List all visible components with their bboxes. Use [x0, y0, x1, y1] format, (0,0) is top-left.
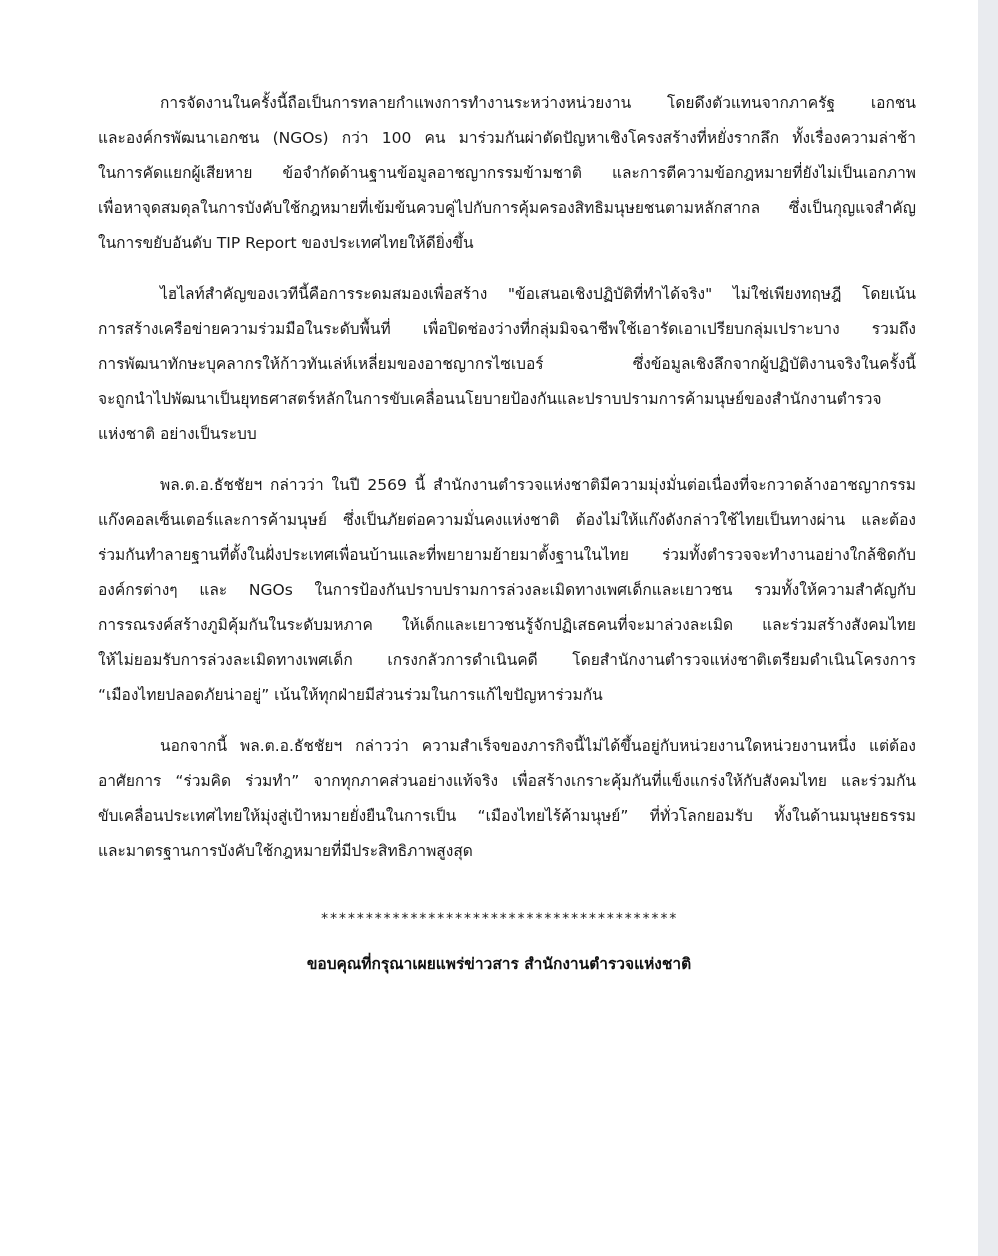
paragraph-line: แห่งชาติ อย่างเป็นระบบ — [98, 425, 257, 443]
paragraph-line: และมาตรฐานการบังคับใช้กฎหมายที่มีประสิทธิภาพสูงสุด — [98, 842, 473, 860]
paragraph-line: องค์กรต่างๆ และ NGOs ในการป้องกันปราบปรามการล่วงละเมิดทางเพศเด็กและเยาวชน รวมทั้งให้ความสำคัญกับ — [98, 581, 916, 599]
paragraph-line: และองค์กรพัฒนาเอกชน (NGOs) กว่า 100 คน มาร่วมกันผ่าตัดปัญหาเชิงโครงสร้างที่หยั่งรากลึก ทั้งเรื่องความล่าช้า — [98, 129, 916, 147]
paragraph-line: ในการขยับอันดับ TIP Report ของประเทศไทยให้ดียิ่งขึ้น — [98, 234, 474, 252]
paragraph-line: การพัฒนาทักษะบุคลากรให้ก้าวทันเล่ห์เหลี่ยมของอาชญากรไซเบอร์ ซึ่งข้อมูลเชิงลึกจากผู้ปฏิบัติงานจริงในครั้งนี้ — [98, 355, 916, 373]
paragraph-line: การจัดงานในครั้งนี้ถือเป็นการทลายกำแพงการทำงานระหว่างหน่วยงาน โดยดึงตัวแทนจากภาครัฐ เอกชน — [160, 94, 916, 112]
scrollbar-track[interactable] — [978, 0, 998, 1256]
paragraph-line: ในการคัดแยกผู้เสียหาย ข้อจำกัดด้านฐานข้อมูลอาชญากรรมข้ามชาติ และการตีความข้อกฎหมายที่ยังไม่เป็นเอกภาพ — [98, 164, 916, 182]
paragraph-4 — [98, 729, 916, 869]
paragraph-line: พล.ต.อ.ธัชชัยฯ กล่าวว่า ในปี 2569 นี้ สำนักงานตำรวจแห่งชาติมีความมุ่งมั่นต่อเนื่องที่จะกวาดล้างอาชญากรรม — [160, 476, 916, 494]
paragraph-line: ไฮไลท์สำคัญของเวทีนี้คือการระดมสมองเพื่อสร้าง "ข้อเสนอเชิงปฏิบัติที่ทำได้จริง" ไม่ใช่เพียงทฤษฎี โดยเน้น — [160, 285, 916, 303]
paragraph-line: ให้ไม่ยอมรับการล่วงละเมิดทางเพศเด็ก เกรงกลัวการดำเนินคดี โดยสำนักงานตำรวจแห่งชาติเตรียมดำเนินโครงการ — [98, 651, 916, 669]
paragraph-2 — [98, 277, 916, 452]
paragraph-line: การสร้างเครือข่ายความร่วมมือในระดับพื้นที่ เพื่อปิดช่องว่างที่กลุ่มมิจฉาชีพใช้เอารัดเอาเปรียบกลุ่มเปราะบาง รวมถึง — [98, 320, 916, 338]
paragraph-line: จะถูกนำไปพัฒนาเป็นยุทธศาสตร์หลักในการขับเคลื่อนนโยบายป้องกันและปราบปรามการค้ามนุษย์ของสำนักงานตำรวจ — [98, 390, 882, 408]
paragraph-line: “เมืองไทยปลอดภัยน่าอยู่” เน้นให้ทุกฝ่ายมีส่วนร่วมในการแก้ไขปัญหาร่วมกัน — [98, 686, 603, 704]
paragraph-1 — [98, 86, 916, 261]
document-body — [98, 86, 916, 885]
paragraph-3 — [98, 468, 916, 713]
paragraph-line: เพื่อหาจุดสมดุลในการบังคับใช้กฎหมายที่เข้มข้นควบคู่ไปกับการคุ้มครองสิทธิมนุษยชนตามหลักสากล ซึ่งเป็นกุญแจสำคัญ — [98, 199, 916, 217]
paragraph-line: ร่วมกันทำลายฐานที่ตั้งในฝั่งประเทศเพื่อนบ้านและที่พยายามย้ายมาตั้งฐานในไทย ร่วมทั้งตำรวจจะทำงานอย่างใกล้ชิดกับ — [98, 546, 916, 564]
paragraph-line: แก๊งคอลเซ็นเตอร์และการค้ามนุษย์ ซึ่งเป็นภัยต่อความมั่นคงแห่งชาติ ต้องไม่ให้แก๊งดังกล่าวใช้ไทยเป็นทางผ่าน และต้อง — [98, 511, 916, 529]
thanks-footer: ขอบคุณที่กรุณาเผยแพร่ข่าวสาร สำนักงานตำรวจแห่งชาติ — [306, 955, 692, 973]
paragraph-line: การรณรงค์สร้างภูมิคุ้มกันในระดับมหภาค ให้เด็กและเยาวชนรู้จักปฏิเสธคนที่จะมาล่วงละเมิด และร่วมสร้างสังคมไทย — [98, 616, 916, 634]
paragraph-line: นอกจากนี้ พล.ต.อ.ธัชชัยฯ กล่าวว่า ความสำเร็จของภารกิจนี้ไม่ได้ขึ้นอยู่กับหน่วยงานใดหน่วยงานหนึ่ง แต่ต้อง — [160, 737, 916, 755]
paragraph-line: อาศัยการ “ร่วมคิด ร่วมทำ” จากทุกภาคส่วนอย่างแท้จริง เพื่อสร้างเกราะคุ้มกันที่แข็งแกร่งให้กับสังคมไทย และร่วมกัน — [98, 772, 916, 790]
separator-line: **************************************** — [320, 911, 678, 927]
paragraph-line: ขับเคลื่อนประเทศไทยให้มุ่งสู่เป้าหมายยั่งยืนในการเป็น “เมืองไทยไร้ค้ามนุษย์” ที่ทั่วโลกยอมรับ ทั้งในด้านมนุษยธรรม — [98, 807, 916, 825]
